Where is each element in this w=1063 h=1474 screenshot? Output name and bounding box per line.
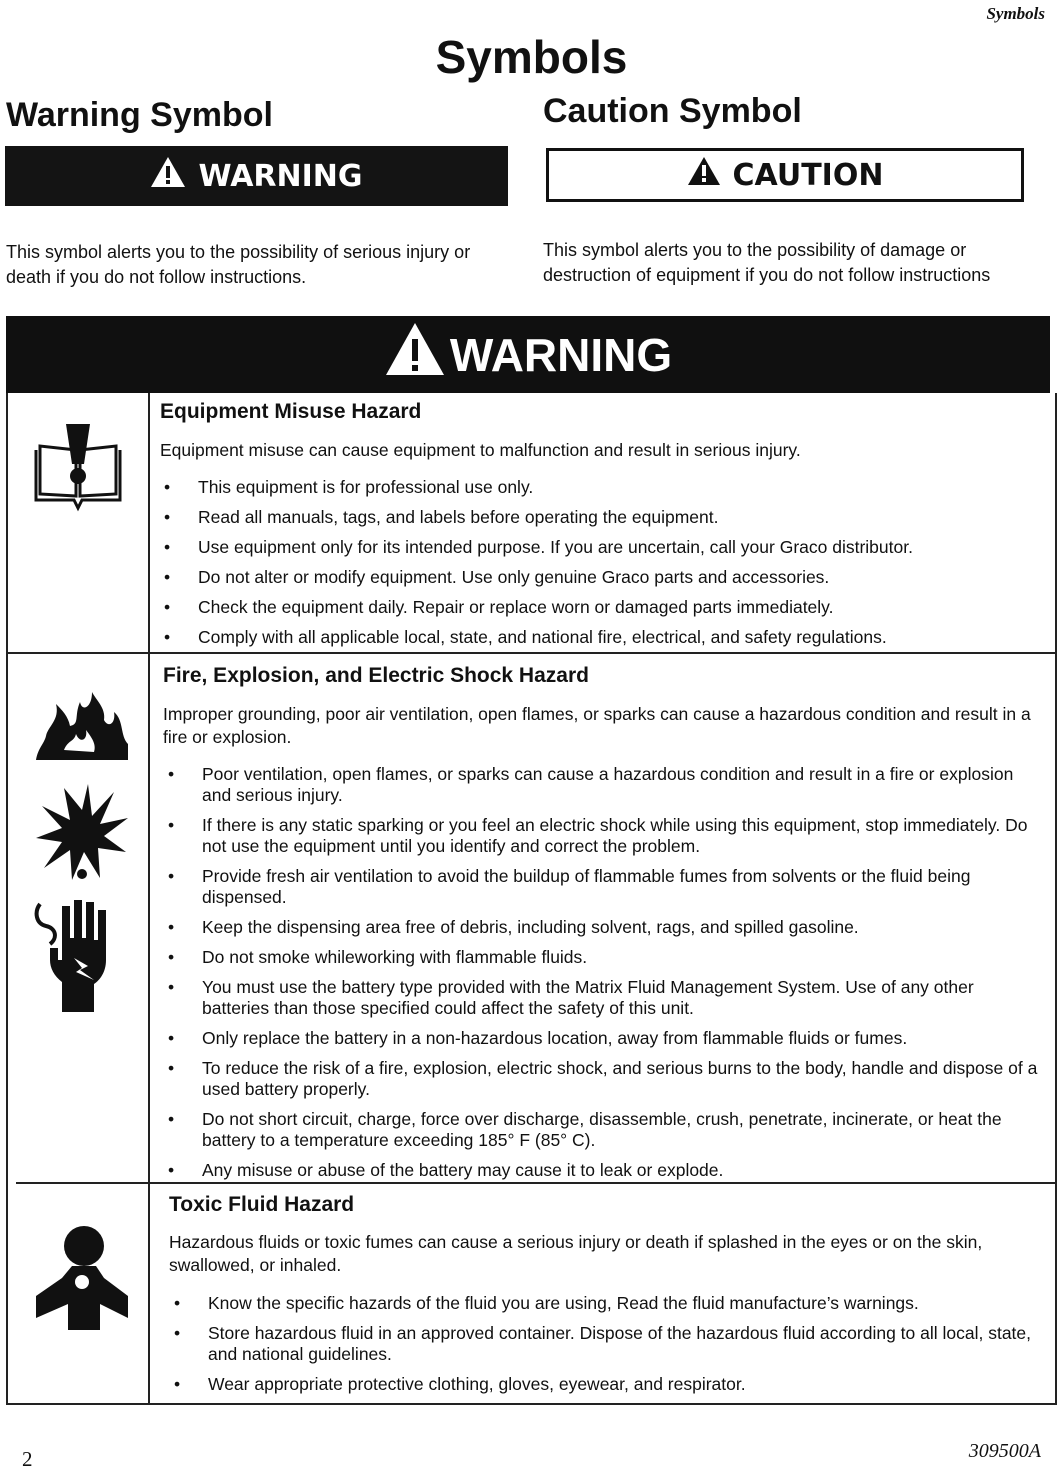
list-item: • To reduce the risk of a fire, explosion, electric shock, and serious burns to the body, handle and dispose of a used battery properly.: [162, 1058, 1042, 1100]
list-item: • Only replace the battery in a non-hazardous location, away from flammable fluids or fumes.: [162, 1028, 1042, 1049]
list-item: • If there is any static sparking or you feel an electric shock while using this equipment, stop immediately. Do not use the equipment until you identify and correct the problem.: [162, 815, 1042, 857]
warning-table-banner: [6, 316, 1050, 393]
hazard-bullets: [168, 1293, 1048, 1395]
warning-symbol-word: WARNING: [198, 158, 363, 194]
caution-triangle-icon: [687, 156, 721, 194]
warning-table-banner-word: WARNING: [449, 328, 673, 381]
hazard-title: Toxic Fluid Hazard: [169, 1193, 355, 1216]
warning-symbol-heading: Warning Symbol: [6, 96, 273, 134]
icon-column-divider: [148, 393, 150, 1403]
fire-icon: [34, 690, 130, 767]
row-divider: [16, 1182, 1055, 1184]
list-item: • Read all manuals, tags, and labels before operating the equipment.: [158, 507, 1038, 528]
hazard-title: Equipment Misuse Hazard: [160, 400, 422, 423]
list-item: • Know the specific hazards of the fluid you are using, Read the fluid manufacture’s warnings.: [168, 1293, 1048, 1314]
list-item: • Do not smoke whileworking with flammable fluids.: [162, 947, 1042, 968]
toxic-fumes-person-icon: [34, 1222, 130, 1335]
warning-triangle-icon: [384, 321, 446, 388]
list-item: • Check the equipment daily. Repair or replace worn or damaged parts immediately.: [158, 597, 1038, 618]
hazard-bullets: [162, 764, 1042, 1181]
list-item: • Wear appropriate protective clothing, gloves, eyewear, and respirator.: [168, 1374, 1048, 1395]
caution-symbol-word: CAUTION: [732, 157, 884, 193]
list-item: • Do not short circuit, charge, force over discharge, disassemble, crush, penetrate, incinerate, or heat the battery to a temperature exceeding 185° F (85° C).: [162, 1109, 1042, 1151]
hazard-title: Fire, Explosion, and Electric Shock Hazard: [163, 664, 589, 687]
list-item: • Use equipment only for its intended purpose. If you are uncertain, call your Graco distributor.: [158, 537, 1038, 558]
list-item: • Any misuse or abuse of the battery may cause it to leak or explode.: [162, 1160, 1042, 1181]
list-item: • You must use the battery type provided with the Matrix Fluid Management System. Use of any other batteries than those specified could affect the safety of this unit.: [162, 977, 1042, 1019]
hazard-intro: Improper grounding, poor air ventilation, open flames, or sparks can cause a hazardous condition and result in a fire or explosion.: [163, 704, 1031, 747]
warning-symbol-description: This symbol alerts you to the possibility of serious injury or death if you do not follow instructions.: [6, 242, 471, 287]
caution-symbol-heading: Caution Symbol: [543, 92, 802, 130]
hazard-intro: Hazardous fluids or toxic fumes can cause a serious injury or death if splashed in the eyes or on the skin, swallowed, or inhaled.: [169, 1232, 983, 1275]
page-number: 2: [22, 1447, 33, 1471]
running-header: Symbols: [986, 4, 1045, 23]
page-title: Symbols: [435, 31, 628, 83]
list-item: • Poor ventilation, open flames, or sparks can cause a hazardous condition and result in a fire or explosion and serious injury.: [162, 764, 1042, 806]
list-item: • This equipment is for professional use only.: [158, 477, 1038, 498]
document-number: 309500A: [968, 1440, 1041, 1462]
explosion-icon: [34, 782, 130, 887]
list-item: • Comply with all applicable local, state, and national fire, electrical, and safety regulations.: [158, 627, 1038, 648]
caution-symbol-banner: [546, 148, 1024, 202]
list-item: • Do not alter or modify equipment. Use only genuine Graco parts and accessories.: [158, 567, 1038, 588]
list-item: • Keep the dispensing area free of debris, including solvent, rags, and spilled gasoline.: [162, 917, 1042, 938]
warning-symbol-banner: [5, 146, 508, 206]
list-item: • Store hazardous fluid in an approved container. Dispose of the hazardous fluid according to all local, state, and national guidelines.: [168, 1323, 1048, 1365]
warning-triangle-icon: [150, 156, 186, 196]
row-divider: [6, 652, 1055, 654]
manual-exclamation-icon: [30, 420, 126, 517]
hazard-intro: Equipment misuse can cause equipment to malfunction and result in serious injury.: [160, 440, 801, 460]
list-item: • Provide fresh air ventilation to avoid the buildup of flammable fumes from solvents or the fluid being dispensed.: [162, 866, 1042, 908]
hazard-bullets: [158, 477, 1038, 648]
electric-shock-hand-icon: [34, 898, 130, 1019]
caution-symbol-description: This symbol alerts you to the possibility of damage or destruction of equipment if you do not follow instructions: [543, 240, 991, 285]
